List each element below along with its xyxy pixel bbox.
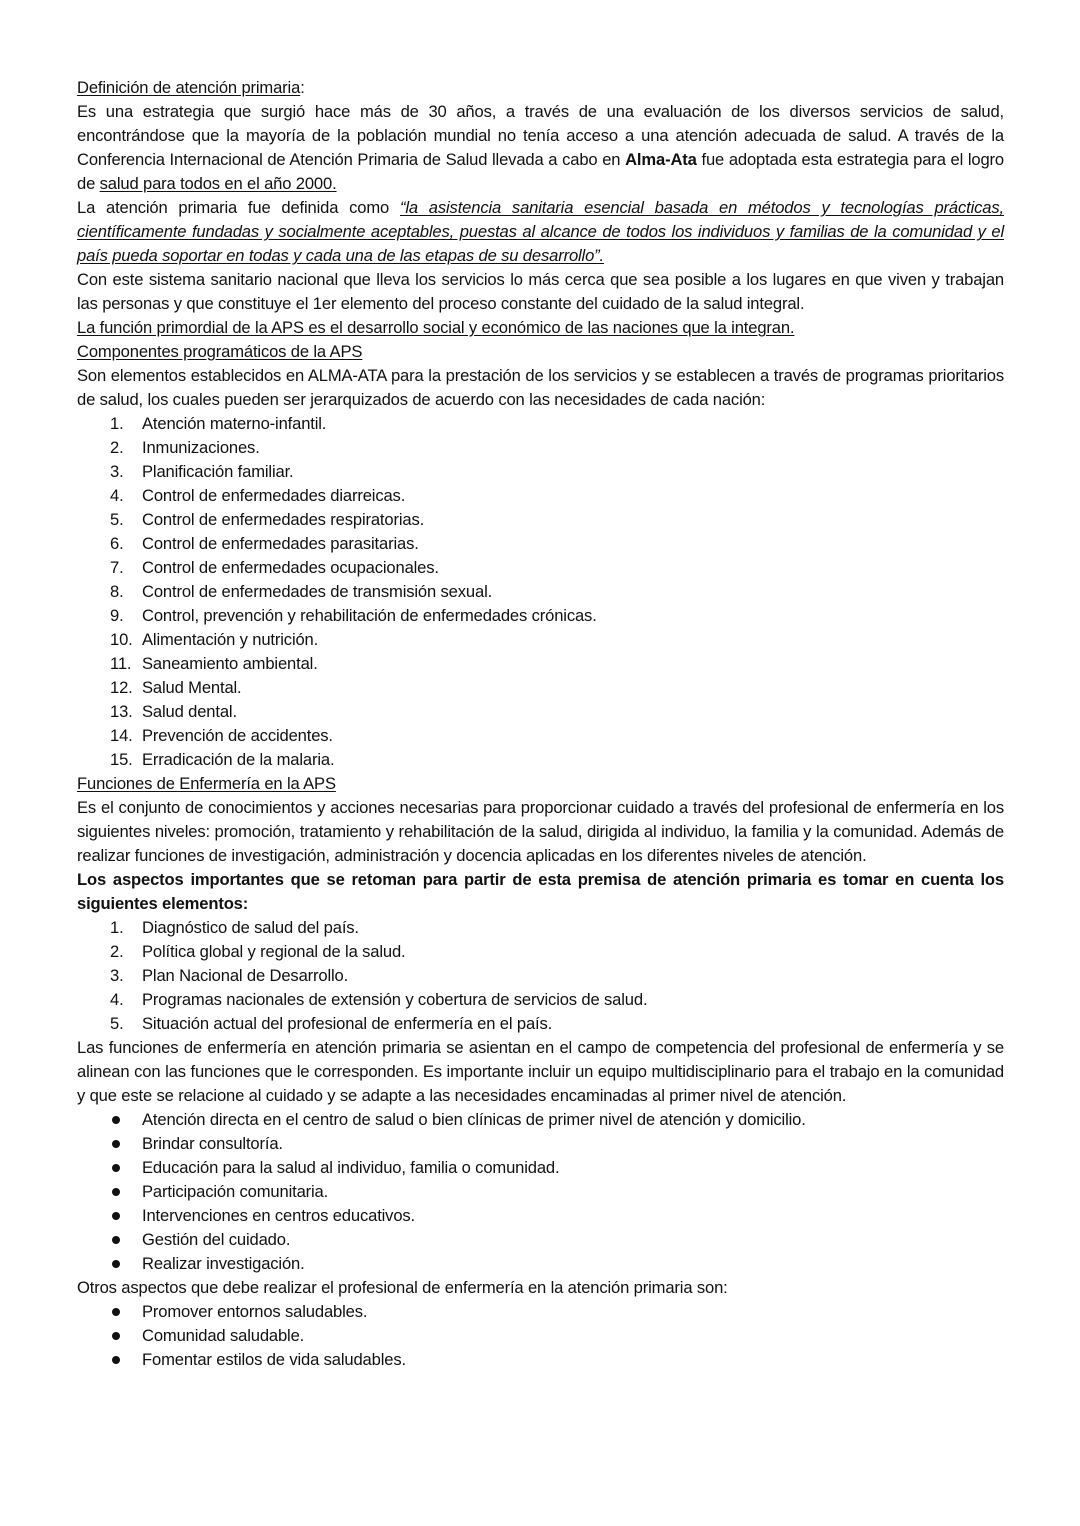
health-for-all-underlined: salud para todos en el año 2000.	[99, 174, 337, 193]
list-number: 6.	[110, 534, 124, 553]
list-number: 4.	[110, 486, 124, 505]
list-item-text: Erradicación de la malaria.	[142, 750, 335, 769]
list-item	[77, 1324, 1004, 1348]
primary-function-paragraph	[77, 316, 1004, 340]
nursing-functions-intro: Es el conjunto de conocimientos y acciones necesarias para proporcionar cuidado a través del profesional de enfermería en los siguientes niveles: promoción, tratamiento y rehabilitación de la salud, dirigida al individuo, la familia y la comunidad. Además de realizar funciones de investigación, administración y docencia aplicadas en los diferentes niveles de atención.	[77, 798, 1004, 865]
list-number: 15.	[110, 750, 133, 769]
list-number: 5.	[110, 1014, 124, 1033]
list-item-text: Saneamiento ambiental.	[142, 654, 318, 673]
list-item	[77, 460, 1004, 484]
other-aspects-intro: Otros aspectos que debe realizar el profesional de enfermería en la atención primaria son:	[77, 1278, 728, 1297]
list-number: 14.	[110, 726, 133, 745]
list-item-text: Realizar investigación.	[142, 1254, 305, 1273]
definition-heading: Definición de atención primaria	[77, 78, 301, 97]
list-item-text: Control de enfermedades diarreicas.	[142, 486, 406, 505]
important-aspects-statement: Los aspectos importantes que se retoman para partir de esta premisa de atención primaria es tomar en cuenta los siguientes elementos:	[77, 870, 1004, 913]
definition-heading-line	[77, 76, 1004, 100]
list-item	[77, 1180, 1004, 1204]
nursing-functions-heading: Funciones de Enfermería en la APS	[77, 774, 336, 793]
list-item	[77, 1012, 1004, 1036]
list-item	[77, 964, 1004, 988]
list-number: 3.	[110, 966, 124, 985]
list-item	[77, 508, 1004, 532]
list-item	[77, 580, 1004, 604]
list-item-text: Programas nacionales de extensión y cobertura de servicios de salud.	[142, 990, 648, 1009]
bullet-icon	[112, 1212, 120, 1220]
primary-function-underlined: La función primordial de la APS es el desarrollo social y económico de las naciones que la integran.	[77, 318, 795, 337]
bullet-icon	[112, 1116, 120, 1124]
list-item	[77, 484, 1004, 508]
list-item-text: Promover entornos saludables.	[142, 1302, 368, 1321]
list-item-text: Gestión del cuidado.	[142, 1230, 291, 1249]
list-number: 10.	[110, 630, 133, 649]
list-item	[77, 1228, 1004, 1252]
bullet-icon	[112, 1356, 120, 1364]
list-item-text: Plan Nacional de Desarrollo.	[142, 966, 349, 985]
list-item	[77, 1108, 1004, 1132]
nursing-functions-paragraph: Las funciones de enfermería en atención primaria se asientan en el campo de competencia del profesional de enfermería y se alinean con las funciones que le corresponden. Es importante incluir un equipo multidisciplinario para el trabajo en la comunidad y que este se relacione al cuidado y se adapte a las necesidades encaminadas al primer nivel de atención.	[77, 1038, 1004, 1105]
list-number: 5.	[110, 510, 124, 529]
list-number: 11.	[110, 654, 132, 673]
list-item	[77, 676, 1004, 700]
list-item	[77, 1300, 1004, 1324]
list-item	[77, 1252, 1004, 1276]
bullet-icon	[112, 1164, 120, 1172]
heading-colon: :	[300, 78, 305, 97]
quote-intro: La atención primaria fue definida como	[77, 198, 400, 217]
list-number: 3.	[110, 462, 124, 481]
nursing-functions-heading-line	[77, 772, 1004, 796]
list-item-text: Situación actual del profesional de enfermería en el país.	[142, 1014, 553, 1033]
list-item	[77, 1132, 1004, 1156]
bullet-icon	[112, 1332, 120, 1340]
list-item	[77, 436, 1004, 460]
list-item-text: Fomentar estilos de vida saludables.	[142, 1350, 406, 1369]
quote-paragraph	[77, 196, 1004, 268]
list-item-text: Diagnóstico de salud del país.	[142, 918, 359, 937]
list-item	[77, 940, 1004, 964]
alma-ata-bold: Alma-Ata	[625, 150, 697, 169]
list-number: 2.	[110, 942, 124, 961]
list-item	[77, 700, 1004, 724]
list-item	[77, 652, 1004, 676]
list-number: 2.	[110, 438, 124, 457]
list-item-text: Control, prevención y rehabilitación de enfermedades crónicas.	[142, 606, 597, 625]
list-item-text: Control de enfermedades ocupacionales.	[142, 558, 439, 577]
definition-text-2: fue adoptada esta estrategia para el logro de	[77, 150, 1004, 193]
list-item-text: Alimentación y nutrición.	[142, 630, 319, 649]
list-item	[77, 1156, 1004, 1180]
list-item	[77, 916, 1004, 940]
components-heading-line	[77, 340, 1004, 364]
list-number: 1.	[110, 414, 124, 433]
list-number: 9.	[110, 606, 124, 625]
list-item	[77, 724, 1004, 748]
list-item-text: Salud dental.	[142, 702, 237, 721]
list-number: 12.	[110, 678, 133, 697]
list-number: 1.	[110, 918, 124, 937]
list-item-text: Salud Mental.	[142, 678, 242, 697]
definition-text-1: Es una estrategia que surgió hace más de 30 años, a través de una evaluación de los diversos servicios de salud, encontrándose que la mayoría de la población mundial no tenía acceso a una atención adecuada de salud. A través de la Conferencia Internacional de Atención Primaria de Salud llevada a cabo en	[77, 102, 1004, 169]
list-item	[77, 604, 1004, 628]
list-item-text: Inmunizaciones.	[142, 438, 260, 457]
list-item	[77, 532, 1004, 556]
list-item	[77, 556, 1004, 580]
alma-ata-quote: “la asistencia sanitaria esencial basada en métodos y tecnologías prácticas, científicamente fundadas y socialmente aceptables, puestas al alcance de todos los individuos y familias de la comunidad y el país pueda soportar en todas y cada una de las etapas de su desarrollo”.	[77, 198, 1004, 265]
list-number: 7.	[110, 558, 124, 577]
elements-list	[77, 916, 1004, 1036]
document-page	[77, 76, 1004, 1372]
bullet-icon	[112, 1260, 120, 1268]
list-number: 4.	[110, 990, 124, 1009]
list-item-text: Planificación familiar.	[142, 462, 294, 481]
list-item	[77, 1348, 1004, 1372]
list-item-text: Atención directa en el centro de salud o bien clínicas de primer nivel de atención y domicilio.	[142, 1110, 806, 1129]
national-system-paragraph: Con este sistema sanitario nacional que lleva los servicios lo más cerca que sea posible a los lugares en que viven y trabajan las personas y que constituye el 1er elemento del proceso constante del cuidado de la salud integral.	[77, 270, 1004, 313]
list-item-text: Prevención de accidentes.	[142, 726, 333, 745]
list-item-text: Brindar consultoría.	[142, 1134, 283, 1153]
list-item-text: Participación comunitaria.	[142, 1182, 329, 1201]
other-aspects-bullet-list	[77, 1300, 1004, 1372]
list-item-text: Intervenciones en centros educativos.	[142, 1206, 416, 1225]
components-list	[77, 412, 1004, 772]
bullet-icon	[112, 1308, 120, 1316]
bullet-icon	[112, 1140, 120, 1148]
list-item-text: Comunidad saludable.	[142, 1326, 305, 1345]
list-item	[77, 1204, 1004, 1228]
list-item-text: Control de enfermedades respiratorias.	[142, 510, 425, 529]
list-item-text: Control de enfermedades de transmisión sexual.	[142, 582, 493, 601]
list-item	[77, 628, 1004, 652]
functions-bullet-list	[77, 1108, 1004, 1276]
bullet-icon	[112, 1236, 120, 1244]
list-number: 8.	[110, 582, 124, 601]
list-item-text: Política global y regional de la salud.	[142, 942, 406, 961]
components-intro: Son elementos establecidos en ALMA-ATA para la prestación de los servicios y se establecen a través de programas prioritarios de salud, los cuales pueden ser jerarquizados de acuerdo con las necesidades de cada nación:	[77, 366, 1004, 409]
list-item-text: Educación para la salud al individuo, familia o comunidad.	[142, 1158, 560, 1177]
list-item	[77, 748, 1004, 772]
list-item	[77, 988, 1004, 1012]
list-item-text: Atención materno-infantil.	[142, 414, 327, 433]
list-item-text: Control de enfermedades parasitarias.	[142, 534, 419, 553]
components-heading: Componentes programáticos de la APS	[77, 342, 363, 361]
list-item	[77, 412, 1004, 436]
list-number: 13.	[110, 702, 133, 721]
definition-paragraph	[77, 100, 1004, 196]
bullet-icon	[112, 1188, 120, 1196]
